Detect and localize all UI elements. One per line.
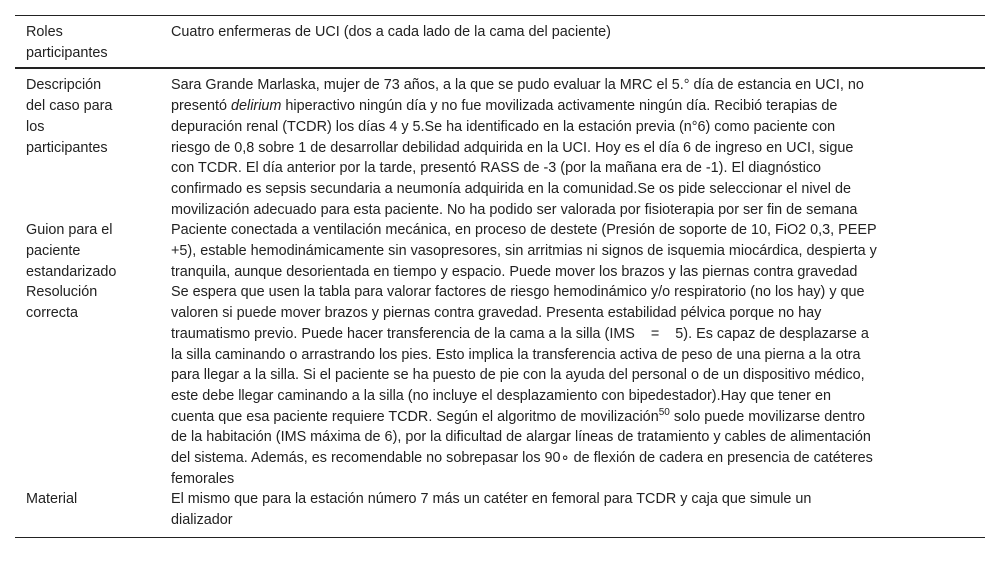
text-segment: cuenta que esa paciente requiere TCDR. Según el algoritmo de movilización bbox=[171, 408, 659, 425]
text-segment: Cuatro enfermeras de UCI (dos a cada lado de la cama del paciente) bbox=[171, 24, 611, 40]
text-segment: para llegar a la silla. Si el paciente se ha puesto de pie con la ayuda del personal o de un dispositivo médico, bbox=[171, 367, 865, 384]
label-line: participantes bbox=[26, 44, 108, 61]
text-segment: riesgo de 0,8 sobre 1 de desarrollar debilidad adquirida en la UCI. Hoy es el día 6 de ingreso en UCI, sigue bbox=[171, 139, 854, 156]
text-line bbox=[171, 75, 985, 96]
text-line bbox=[171, 200, 985, 221]
row-value bbox=[171, 282, 985, 489]
text-line bbox=[171, 510, 985, 531]
table-row bbox=[15, 489, 985, 530]
reference-superscript: 50 bbox=[658, 406, 670, 418]
text-line bbox=[171, 489, 985, 510]
text-segment: movilización adecuado para esta paciente. No ha podido ser valorada por fisioterapia por ser fin de semana bbox=[171, 201, 858, 218]
label-line: del caso para bbox=[26, 98, 113, 115]
text-segment: dializador bbox=[171, 512, 233, 529]
row-label bbox=[15, 282, 171, 489]
text-segment: Se espera que usen la tabla para valorar factores de riesgo hemodinámico y/o respiratorio (no los hay) y que bbox=[171, 284, 865, 301]
text-segment: +5), estable hemodinámicamente sin vasopresores, sin arritmias ni signos de isquemia miocárdica, despierta y bbox=[171, 243, 877, 260]
text-segment: de la habitación (IMS máxima de 6), por la dificultad de alargar líneas de tratamiento y cables de alimentación bbox=[171, 429, 871, 446]
label-line: participantes bbox=[26, 139, 108, 156]
label-line: Roles bbox=[26, 24, 63, 40]
text-segment: este debe llegar caminando a la silla (no incluye el desplazamiento con bipedestador).Hay que tener en bbox=[171, 387, 831, 404]
label-line: Descripción bbox=[26, 77, 102, 94]
text-segment: presentó bbox=[171, 98, 232, 115]
text-segment: femorales bbox=[171, 470, 235, 487]
text-line bbox=[171, 282, 985, 303]
text-line bbox=[171, 96, 985, 117]
table-row-roles bbox=[15, 16, 985, 69]
row-value bbox=[171, 75, 985, 220]
row-value bbox=[171, 220, 985, 282]
table-row bbox=[15, 69, 985, 220]
row-label bbox=[15, 489, 171, 530]
label-line: estandarizado bbox=[26, 263, 117, 280]
text-line bbox=[171, 407, 985, 428]
text-line bbox=[171, 117, 985, 138]
italic-term: delirium bbox=[231, 98, 282, 115]
text-segment: depuración renal (TCDR) los días 4 y 5.Se ha identificado en la estación previa (n°6) como paciente con bbox=[171, 118, 836, 135]
row-value bbox=[171, 22, 985, 63]
text-segment: confirmado es sepsis secundaria a neumonía adquirida en la comunidad.Se os pide seleccionar el nivel de bbox=[171, 180, 851, 197]
text-line bbox=[171, 469, 985, 490]
text-segment: El mismo que para la estación número 7 más un catéter en femoral para TCDR y caja que simule un bbox=[171, 491, 812, 508]
table-row bbox=[15, 220, 985, 282]
text-line bbox=[171, 324, 985, 345]
label-line: los bbox=[26, 118, 45, 135]
text-line bbox=[171, 303, 985, 324]
label-line: Resolución bbox=[26, 284, 98, 301]
text-line bbox=[171, 365, 985, 386]
row-label bbox=[15, 75, 171, 220]
text-segment: hiperactivo ningún día y no fue movilizada activamente ningún día. Recibió terapias de bbox=[281, 98, 838, 115]
text-line bbox=[171, 138, 985, 159]
text-line bbox=[171, 179, 985, 200]
text-segment: solo puede movilizarse dentro bbox=[669, 408, 866, 425]
text-line bbox=[171, 241, 985, 262]
text-segment: traumatismo previo. Puede hacer transferencia de la cama a la silla (IMS = 5). Es capaz de desplazarse a bbox=[171, 325, 869, 342]
text-segment: Sara Grande Marlaska, mujer de 73 años, a la que se pudo evaluar la MRC el 5.° día de estancia en UCI, no bbox=[171, 77, 864, 94]
text-line bbox=[171, 345, 985, 366]
text-line bbox=[171, 22, 985, 43]
row-label bbox=[15, 22, 171, 63]
text-segment: con TCDR. El día anterior por la tarde, presentó RASS de -3 (por la mañana era de -1). El diagnóstico bbox=[171, 160, 822, 177]
text-segment: tranquila, aunque desorientada en tiempo y espacio. Puede mover los brazos y las piernas contra gravedad bbox=[171, 263, 858, 280]
table-body bbox=[15, 69, 985, 536]
text-line bbox=[171, 448, 985, 469]
row-value bbox=[171, 489, 985, 530]
text-line bbox=[171, 427, 985, 448]
case-table bbox=[15, 15, 985, 538]
label-line: Guion para el bbox=[26, 222, 113, 239]
text-segment: la silla caminando o arrastrando los pies. Esto implica la transferencia activa de peso de una pierna a la otra bbox=[171, 346, 861, 363]
table-row bbox=[15, 282, 985, 489]
text-segment: valoren si puede mover brazos y piernas contra gravedad. Presenta estabilidad pélvica porque no hay bbox=[171, 305, 822, 322]
text-line bbox=[171, 386, 985, 407]
label-line: paciente bbox=[26, 243, 81, 260]
text-line bbox=[171, 220, 985, 241]
label-line: correcta bbox=[26, 305, 78, 322]
row-label bbox=[15, 220, 171, 282]
text-line bbox=[171, 158, 985, 179]
label-line: Material bbox=[26, 491, 78, 508]
text-segment: Paciente conectada a ventilación mecánica, en proceso de destete (Presión de soporte de 10, FiO2 0,3, PEEP bbox=[171, 222, 877, 239]
text-segment: del sistema. Además, es recomendable no sobrepasar los 90∘ de flexión de cadera en presencia de catéteres bbox=[171, 450, 873, 467]
text-line bbox=[171, 262, 985, 283]
